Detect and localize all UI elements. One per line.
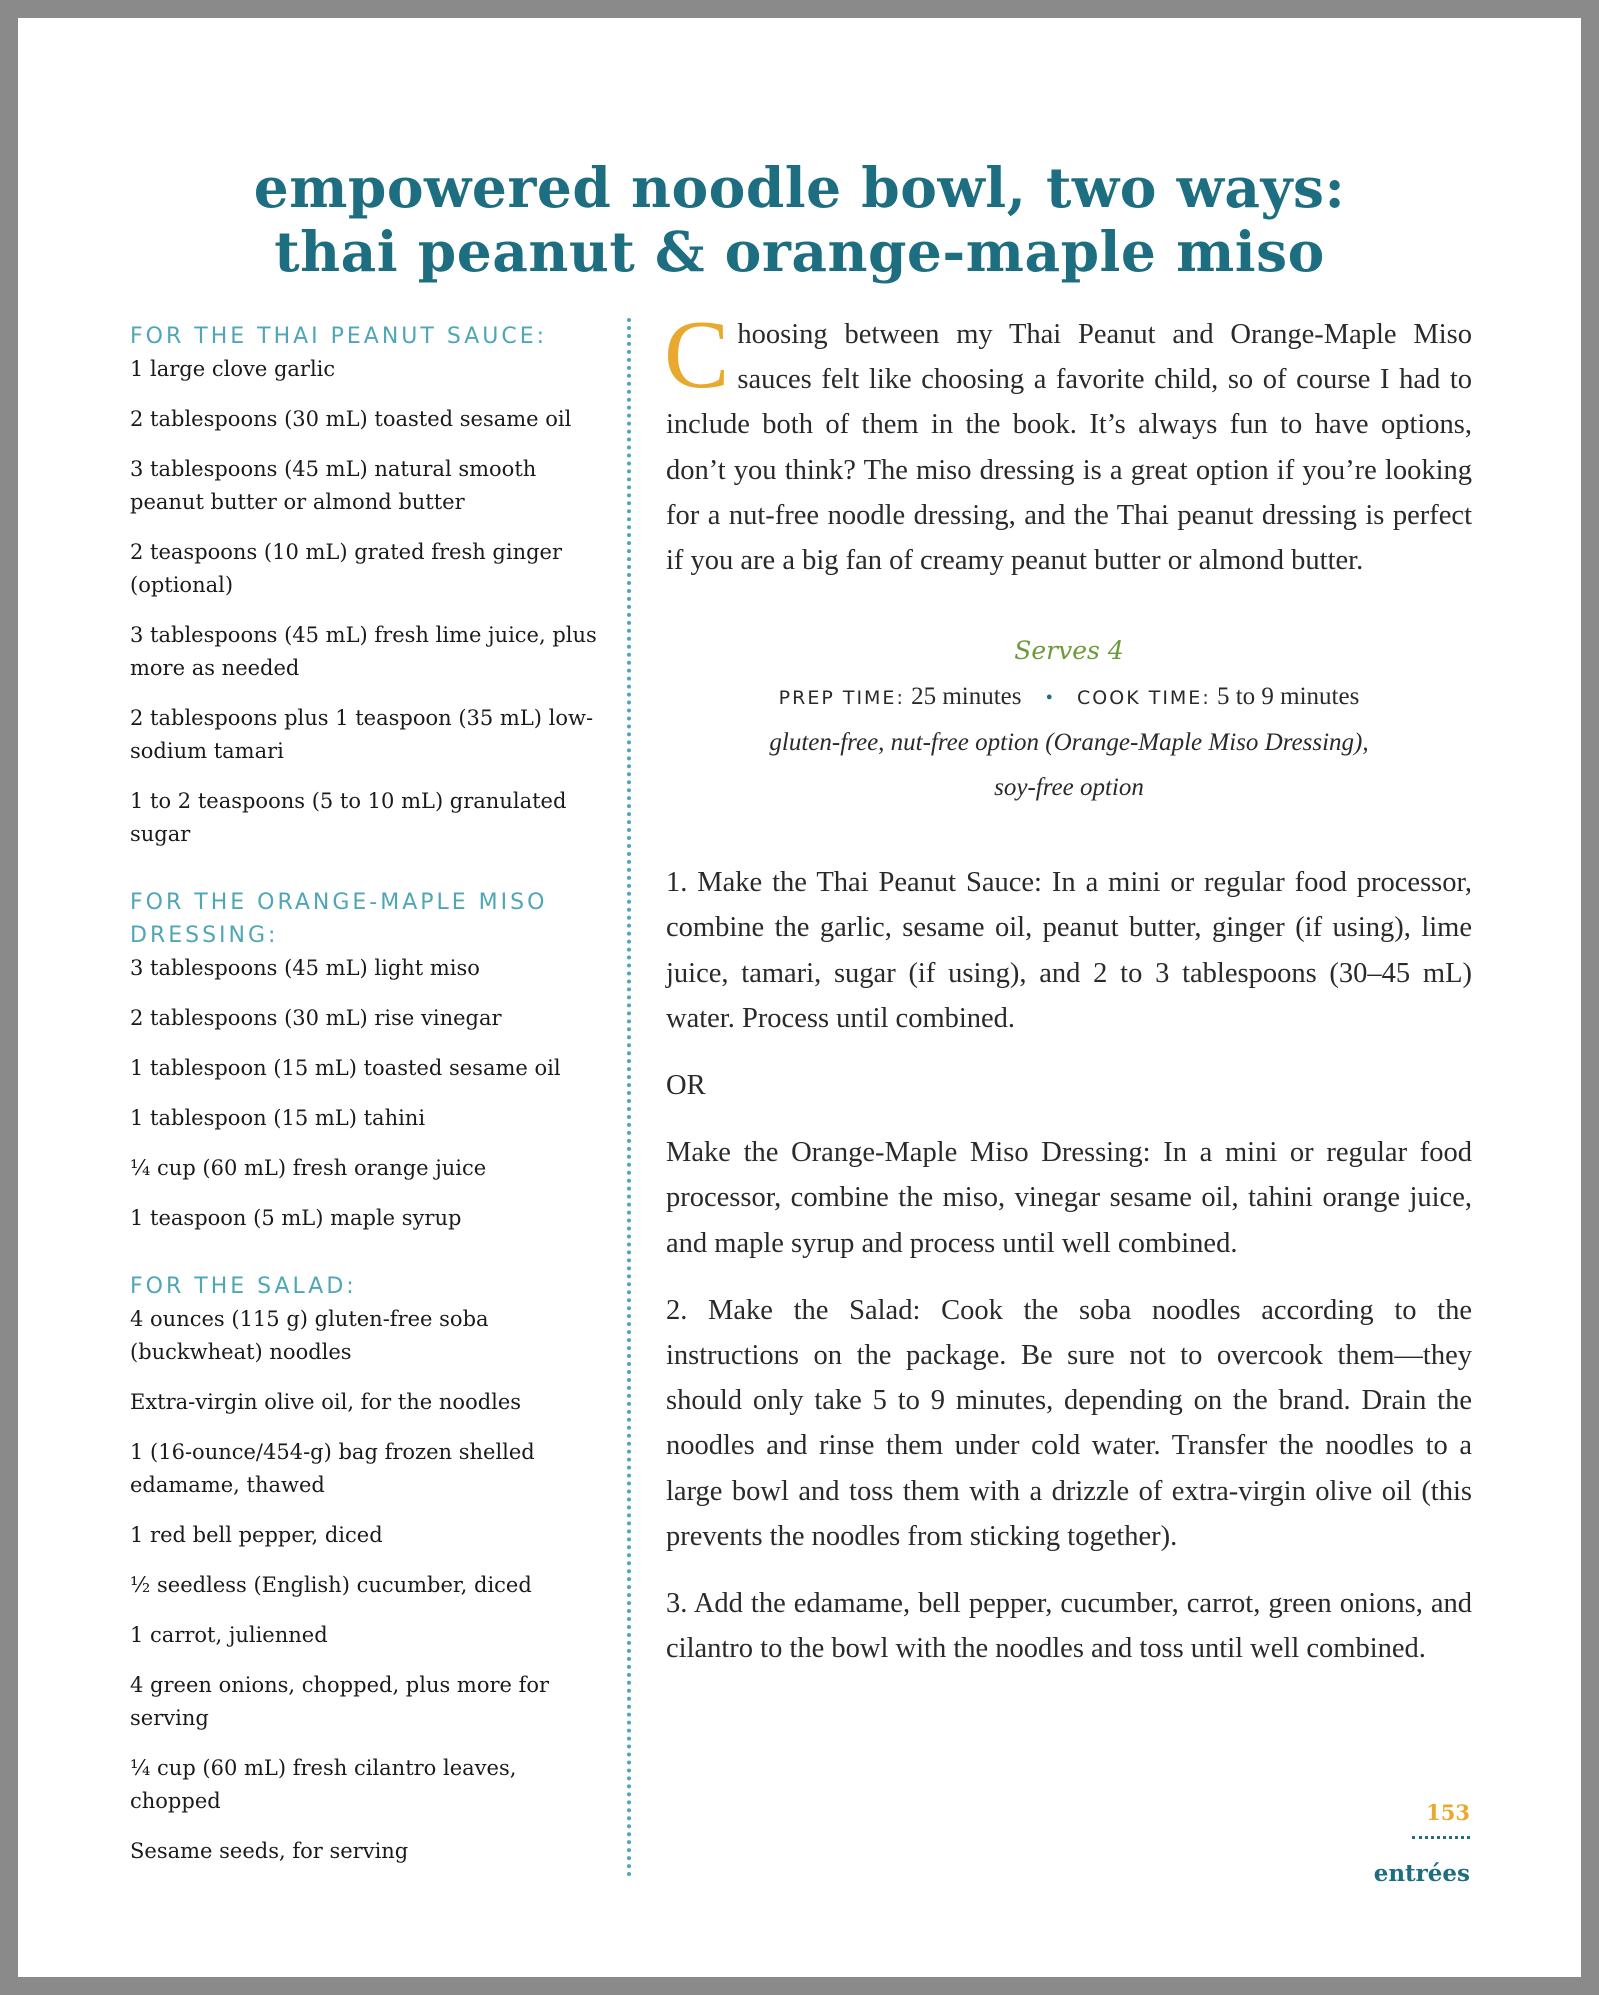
intro-paragraph (664, 301, 1472, 583)
sauce-ingredient-list (130, 353, 610, 851)
page-number: 153 (1426, 1800, 1470, 1825)
ingredient-item: 1 tablespoon (15 mL) tahini (130, 1106, 426, 1130)
step-paragraph: 2. Make the Salad: Cook the soba noodles according to the instructions on the package. Be sure not to overcook them—they should only take 5 to 9 minutes, depending on the brand. Drain the noodles and rinse them under cold water. Transfer the noodles to a large bowl and toss them with a drizzle of extra-virgin olive oil (this prevents the noodles from sticking together). (666, 1294, 1472, 1552)
diet-info-line-2: soy-free option (994, 774, 1144, 802)
ingredient-item: 1 tablespoon (15 mL) toasted sesame oil (130, 1056, 561, 1080)
ingredients-column (130, 320, 610, 1885)
ingredient-item: 1 carrot, julienned (130, 1623, 328, 1647)
cook-time-label: COOK TIME: (1077, 687, 1211, 710)
cook-time-value: 5 to 9 minutes (1216, 683, 1360, 711)
serves-label: Serves 4 (1014, 636, 1124, 666)
ingredient-item: 2 tablespoons plus 1 teaspoon (35 mL) low-sodium tamari (130, 706, 594, 763)
time-info (666, 675, 1472, 720)
ingredient-item: 3 tablespoons (45 mL) natural smooth peanut butter or almond butter (130, 457, 537, 514)
page-number-dots (1412, 1836, 1470, 1839)
intro-text: hoosing between my Thai Peanut and Orange-Maple Miso sauces felt like choosing a favorite child, so of course I had to include both of them in the book. It’s always fun to have options, don’t you think? The miso dressing is a great option if you’re looking for a nut-free noodle dressing, and the Thai peanut dressing is perfect if you are a big fan of creamy peanut butter or almond butter. (666, 319, 1472, 577)
step-paragraph: 1. Make the Thai Peanut Sauce: In a mini or regular food processor, combine the garlic, sesame oil, peanut butter, ginger (if using), lime juice, tamari, sugar (if using), and 2 to 3 tablespoons (30–45 mL) water. Process until combined. (666, 867, 1472, 1034)
ingredient-item: 1 teaspoon (5 mL) maple syrup (130, 1206, 462, 1230)
ingredient-item: 2 teaspoons (10 mL) grated fresh ginger (optional) (130, 540, 563, 597)
recipe-title-line-1: empowered noodle bowl, two ways: (253, 155, 1346, 220)
dressing-ingredient-list (130, 952, 610, 1235)
column-divider (627, 318, 631, 1878)
directions-column (664, 301, 1472, 1693)
drop-cap: C (664, 301, 730, 409)
separator-dot: • (1045, 687, 1053, 710)
ingredient-item: 4 ounces (115 g) gluten-free soba (buckwheat) noodles (130, 1307, 489, 1364)
prep-time-value: 25 minutes (911, 683, 1022, 711)
sauce-heading: FOR THE THAI PEANUT SAUCE: (130, 324, 548, 349)
prep-time-label: PREP TIME: (778, 687, 905, 710)
ingredient-item: 4 green onions, chopped, plus more for serving (130, 1673, 550, 1730)
ingredient-item: 1 to 2 teaspoons (5 to 10 mL) granulated sugar (130, 789, 567, 846)
ingredient-item: 3 tablespoons (45 mL) light miso (130, 956, 480, 980)
recipe-title-line-2: thai peanut & orange-maple miso (274, 219, 1325, 284)
ingredient-item: 1 large clove garlic (130, 357, 336, 381)
ingredient-item: ¼ cup (60 mL) fresh orange juice (130, 1156, 487, 1180)
step-paragraph: OR (666, 1070, 706, 1102)
ingredient-item: Sesame seeds, for serving (130, 1839, 409, 1863)
salad-heading: FOR THE SALAD: (130, 1274, 357, 1299)
step-paragraph: Make the Orange-Maple Miso Dressing: In a mini or regular food processor, combine the miso, vinegar sesame oil, tahini orange juice, and maple syrup and process until well combined. (666, 1137, 1472, 1259)
ingredient-item: 2 tablespoons (30 mL) toasted sesame oil (130, 407, 572, 431)
step-paragraph: 3. Add the edamame, bell pepper, cucumber, carrot, green onions, and cilantro to the bowl with the noodles and toss until well combined. (666, 1588, 1472, 1665)
section-name: entrées (1373, 1860, 1470, 1887)
steps-list (666, 860, 1472, 1671)
ingredient-item: 1 red bell pepper, diced (130, 1523, 383, 1547)
salad-ingredient-list (130, 1303, 610, 1868)
dressing-heading: FOR THE ORANGE-MAPLE MISO DRESSING: (130, 890, 548, 948)
ingredient-item: 3 tablespoons (45 mL) fresh lime juice, plus more as needed (130, 623, 597, 680)
ingredient-item: Extra-virgin olive oil, for the noodles (130, 1390, 522, 1414)
ingredient-item: ¼ cup (60 mL) fresh cilantro leaves, chopped (130, 1756, 517, 1813)
ingredient-item: ½ seedless (English) cucumber, diced (130, 1573, 532, 1597)
ingredient-item: 1 (16-ounce/454-g) bag frozen shelled edamame, thawed (130, 1440, 535, 1497)
diet-info-line-1: gluten-free, nut-free option (Orange-Maple Miso Dressing), (769, 729, 1369, 757)
ingredient-item: 2 tablespoons (30 mL) rise vinegar (130, 1006, 502, 1030)
